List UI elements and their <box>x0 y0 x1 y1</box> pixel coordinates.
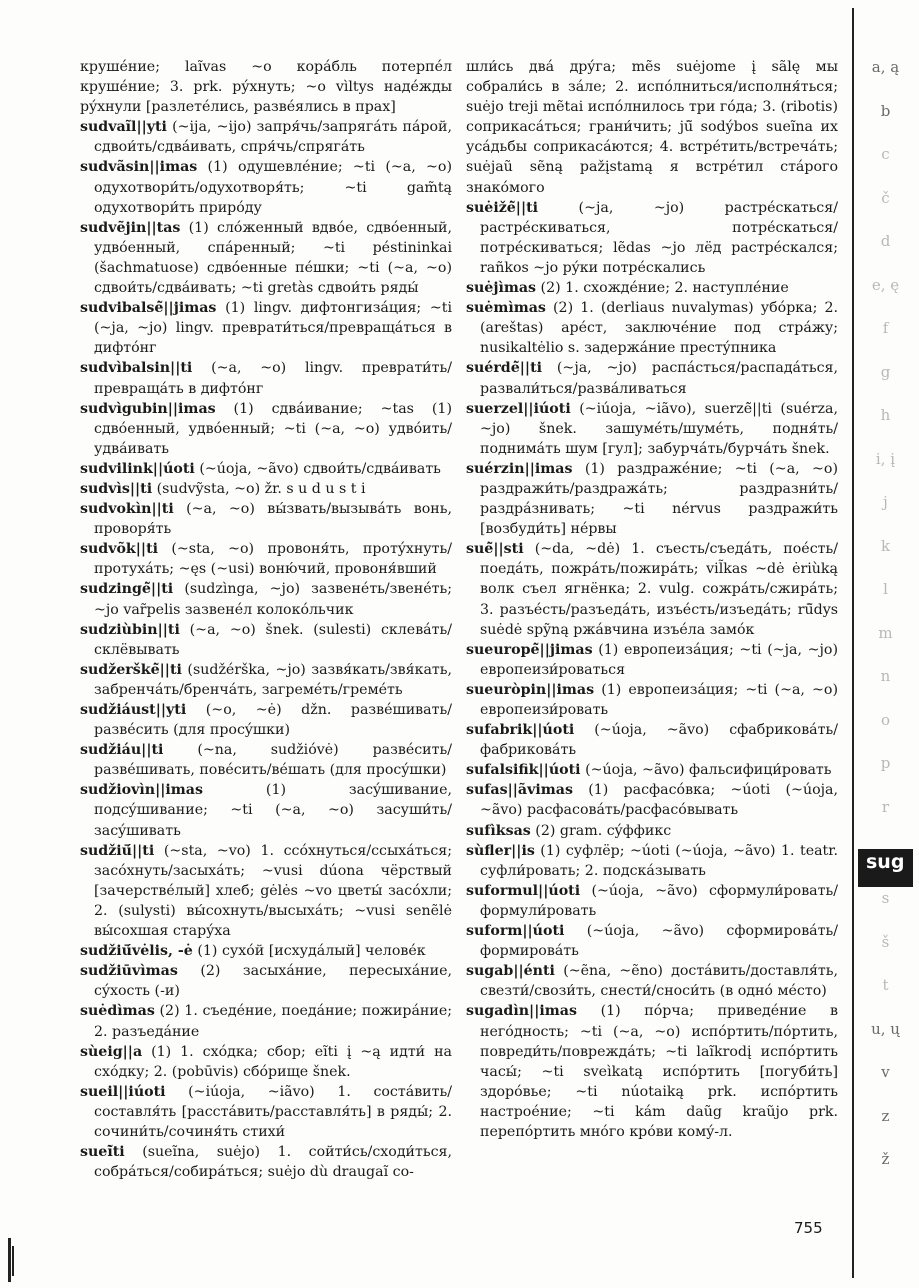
entry-text: (sudžérška, ~jo) зазвя́кать/звя́кать, забренчáть/бренчáть, загремéть/гремéть <box>94 661 452 698</box>
headword: sudžerškė̃||ti <box>80 661 182 678</box>
headword: sudvãsin||imas <box>80 159 198 176</box>
entry-text: (~úoja, ~ãvo) сдвои́ть/сдвáивать <box>194 460 441 477</box>
thumb-index-letter: o <box>880 710 891 729</box>
dictionary-entry <box>466 780 838 820</box>
entry-text: (2) засыхáние, пересыхáние, сýхость (-и) <box>94 963 452 1000</box>
headword: suėdìmas <box>80 1003 155 1020</box>
entry-text: (sueĩna, suėjo) 1. сойти́сь/сходи́ться, собрáться/собирáться; suėjo dù draugaĩ со- <box>94 1144 452 1181</box>
headword: sufalsifik||úoti <box>466 762 581 779</box>
headword: suėižė̃||ti <box>466 199 539 216</box>
dictionary-entry <box>466 399 838 459</box>
entry-text: (1) lingv. дифтонгизáция; ~ti (~ja, ~jo) lingv. преврати́ться/превращáться в дифтóнг <box>94 300 452 357</box>
entry-text: (~o, ~ė) džn. развéшивать/развéсить (для просýшки) <box>94 702 452 739</box>
headword: sugab||énti <box>466 963 555 980</box>
thumb-index-letter: t <box>882 976 889 994</box>
dictionary-entry <box>80 499 452 539</box>
entry-text: (1) суфлёр; ~úoti (~úoja, ~ãvo) 1. teatr. суфли́ровать; 2. подскáзывать <box>480 842 838 879</box>
dictionary-entry <box>466 881 838 921</box>
headword: sudvokìn||ti <box>80 501 174 518</box>
dictionary-entry <box>466 961 838 1001</box>
entry-text: (1) сухóй [исхудáлый] человéк <box>192 943 426 960</box>
dictionary-entry <box>80 399 452 459</box>
dictionary-entry <box>80 358 452 398</box>
dictionary-entry <box>80 157 452 217</box>
headword: sudvõk||ti <box>80 541 159 558</box>
thumb-index-letter: u, ų <box>871 1019 900 1038</box>
headword: sueuròpin||imas <box>466 681 595 698</box>
thumb-index-letter: s <box>881 889 890 907</box>
dictionary-entry <box>466 298 838 358</box>
dictionary-entry <box>80 841 452 941</box>
dictionary-entry <box>80 620 452 660</box>
entry-text: (~úoja, ~ãvo) сфабриковáть/фабриковáть <box>480 722 838 759</box>
dictionary-entry <box>466 760 838 780</box>
headword: suform||úoti <box>466 923 565 940</box>
entry-text: (~iúoja, ~iãvo) 1. состáвить/составля́ть [расстáвить/расставля́ть] в ряды́; 2. сочини́ть/сочиня́ть стихи́ <box>94 1083 452 1140</box>
headword: sudzingė̃||ti <box>80 581 174 598</box>
dictionary-entry <box>466 198 838 278</box>
headword: sùfler||is <box>466 842 535 859</box>
entry-text: (1) расфасóвка; ~úoti (~úoja, ~ãvo) расфасовáть/расфасóвывать <box>480 782 838 819</box>
headword: suérzin||imas <box>466 460 573 477</box>
entry-text: (1) слóженный вдвóе, сдвóенный, удвóенный, спáренный; ~ti péstininkai (šachmatuose) сдвóенные пéшки; ~ti (~a, ~o) сдвои́ть/сдвáивать; ~ti gretàs сдвои́ть ряды́ <box>94 219 452 297</box>
headword: sudvibalsė̃||jimas <box>80 300 217 317</box>
entry-text: (~da, ~dė) 1. съесть/съедáть, поéсть/поедáть, пожрáть/пожирáть; vil̃kas ~dė ėriùką волк съел ягнёнка; 2. vulg. сожрáть/сжирáть; 3. разъéсть/разъедáть, изъéсть/изъедáть; rū̃dys suėdė spỹną ржáвчина изъéла замóк <box>480 541 838 638</box>
dictionary-entry <box>80 1042 452 1082</box>
entry-text: (~ja, ~jo) растрéскаться/растрéскиваться, потрéскаться/потрéскиваться; lẽdas ~jo лёд растрéскался; rañkos ~jo рýки потрéскались <box>480 199 838 276</box>
headword: suėjìmas <box>466 280 537 297</box>
dictionary-entry <box>466 358 838 398</box>
dictionary-entry <box>466 720 838 760</box>
thumb-index-letter: p <box>880 754 891 772</box>
headword: sueuropė̃||jimas <box>466 641 593 658</box>
entry-text: (1) европеизáция; ~ti (~ja, ~jo) европеизи́роваться <box>480 641 838 678</box>
dictionary-entry <box>80 740 452 780</box>
headword: suei̇̃ti <box>80 1144 125 1161</box>
entry-text: (2) gram. сýффикс <box>530 822 672 839</box>
headword: sudvìs||ti <box>80 480 153 497</box>
entry-text: (~a, ~o) вы́звать/вызывáть вонь, проворя́ть <box>94 501 452 538</box>
headword: sufabrik||úoti <box>466 722 575 739</box>
page-number: 755 <box>794 1219 823 1237</box>
entry-text: (~ja, ~jo) распáсться/распадáться, развали́ться/развáливаться <box>480 360 838 397</box>
right-column <box>466 57 838 1142</box>
dictionary-entry <box>80 1142 452 1182</box>
thumb-index-letter: z <box>881 1106 890 1125</box>
headword: sudvìgubin||imas <box>80 400 216 417</box>
dictionary-entry <box>466 640 838 680</box>
entry-text: (1) пóрча; приведéние в негóдность; ~ti (~a, ~o) испóртить/пóртить, повреди́ть/повреждáть; ~ti laĩkrodį испóртить часы́; ~ti sveìkatą испóртить [погуби́ть] здорóвье; ~ti núotaiką prk. испóртить настроéние; ~ti kám daũg kraũjo prk. перепóртить мнóго крóви комý-л. <box>480 1003 838 1140</box>
entry-text: (~úoja, ~ãvo) сформировáть/формировáть <box>480 923 838 960</box>
thumb-index-letter: g <box>880 362 891 381</box>
headword: sueil||iúoti <box>80 1083 166 1100</box>
thumb-index-letter: d <box>880 232 891 250</box>
entry-text: крушéние; laĩvas ~o корáбль потерпéл крушéние; 3. prk. рýхнуть; ~o vìltys надéжды рýхнули [разлетéлись, развéялись в прах] <box>80 59 452 116</box>
dictionary-entry <box>80 780 452 840</box>
dictionary-entry <box>80 1001 452 1041</box>
entry-continuation <box>466 57 838 198</box>
dictionary-entry <box>80 579 452 619</box>
dictionary-entry <box>80 479 452 499</box>
entry-text: (~iúoja, ~iãvo), suerzė̃||ti (suérza, ~jo) šnek. зашумéть/шумéть, подня́ть/поднимáть шум [гул]; забурчáть/бурчáть šnek. <box>480 400 838 457</box>
dictionary-entry <box>466 278 838 298</box>
thumb-index-letter: e, ę <box>871 275 900 294</box>
entry-text: (sudvỹsta, ~o) žr. s u d u s t i <box>152 480 366 497</box>
entry-text: (2) 1. схождéние; 2. наступлéние <box>536 280 789 297</box>
thumb-index-letter: a, ą <box>871 58 900 76</box>
headword: sudvẽjin||tas <box>80 219 181 236</box>
entry-text: (1) раздражéние; ~ti (~a, ~o) раздражи́ть/раздражáть; раздразни́ть/раздрáзнивать; ~ti nérvus раздражи́ть [возбуди́ть] нéрвы <box>480 460 838 538</box>
thumb-index-letter: h <box>880 406 891 424</box>
entry-text: (~a, ~o) lingv. преврати́ть/превращáть в дифтóнг <box>94 360 452 397</box>
entry-text: (sudzìnga, ~jo) зазвенéть/звенéть; ~jo var̃pelis зазвенéл колокóльчик <box>94 581 452 618</box>
headword: sudvìbalsin||ti <box>80 360 193 377</box>
scan-artifact <box>12 1246 14 1276</box>
entry-text: (1) сдвáивание; ~tas (1) сдвóенный, удвóенный; ~ti (~a, ~o) удвóить/удвáивать <box>94 400 452 457</box>
headword: suė̃||sti <box>466 541 524 558</box>
thumb-index-letter: k <box>880 536 891 555</box>
dictionary-entry <box>466 680 838 720</box>
headword: sudžiū́vėlis, -ė <box>80 943 193 960</box>
headword: suérdė̃||ti <box>466 360 543 377</box>
dictionary-entry <box>80 1082 452 1142</box>
entry-text: (1) 1. схóдка; сбор; eĩti į ~ą идти́ на схóдку; 2. (pobūvis) сбóрище šnek. <box>94 1043 452 1080</box>
thumb-index-letter: f <box>882 319 889 337</box>
entry-text: (~ija, ~ijo) запря́чь/запрягáть пáрой, сдвои́ть/сдвáивать, спря́чь/спрягáть <box>94 119 452 156</box>
thumb-index-letter: c <box>881 145 890 163</box>
entry-text: (1) засýшивание, подсýшивание; ~ti (~a, ~o) засуши́ть/засýшивать <box>94 782 452 839</box>
headword: sùeig||a <box>80 1043 143 1060</box>
dictionary-entry <box>466 1001 838 1142</box>
thumb-index-active-tab: sug <box>858 849 913 887</box>
thumb-index-letter: b <box>880 101 891 120</box>
entry-text: (1) одушевлéние; ~ti (~a, ~o) одухотвори́ть/одухотворя́ть; ~ti gam̃tą одухотвори́ть прирóду <box>94 159 452 216</box>
dictionary-entry <box>80 298 452 358</box>
dictionary-entry <box>466 921 838 961</box>
left-column <box>80 57 452 1182</box>
entry-text: (2) 1. съедéние, поедáние; пожирáние; 2. разъедáние <box>94 1003 452 1040</box>
headword: sudžiáu||ti <box>80 742 164 759</box>
entry-text: (~sta, ~o) провоня́ть, протýхнуть/протухáть; ~ęs (~usi) воню́чий, провоня́вший <box>94 541 452 578</box>
entry-text: (1) европеизáция; ~ti (~a, ~o) европеизи́ровать <box>480 681 838 718</box>
headword: sudvilink||úoti <box>80 460 195 477</box>
thumb-index-letter: č <box>881 188 890 207</box>
dictionary-entry <box>80 961 452 1001</box>
dictionary-entry <box>80 539 452 579</box>
dictionary-entry <box>466 539 838 639</box>
thumb-index-letter: v <box>881 1063 890 1081</box>
entry-text: (~ẽna, ~ẽno) достáвить/доставля́ть, свезти́/свози́ть, снести́/сноси́ть (в однó мéсто) <box>480 963 838 1000</box>
dictionary-entry <box>80 700 452 740</box>
headword: suerzel||iúoti <box>466 400 571 417</box>
thumb-index-letter: r <box>881 797 890 816</box>
headword: sufìksas <box>466 822 531 839</box>
dictionary-entry <box>80 941 452 961</box>
thumb-index-letter: š <box>881 932 890 951</box>
entry-continuation <box>80 57 452 117</box>
headword: suformul||úoti <box>466 882 581 899</box>
entry-text: (~na, sudžióvė) развéсить/развéшивать, повéсить/вéшать (для просýшки) <box>94 742 452 779</box>
dictionary-entry <box>80 218 452 298</box>
dictionary-entry <box>466 821 838 841</box>
headword: sufas||ãvimas <box>466 782 573 799</box>
headword: sudžiūvìmas <box>80 963 178 980</box>
scan-artifact <box>8 1238 11 1282</box>
entry-text: (~sta, ~vo) 1. ссóхнуться/ссыхáться; засóхнуть/засыхáть; ~vusi dúona чёрствый [зачерствéлый] хлеб; gėlės ~vo цветы́ засóхли; 2. (sulysti) вы́сохнуть/высыхáть; ~vusi senẽlė вы́сохшая старýха <box>94 842 452 940</box>
dictionary-entry <box>466 459 838 539</box>
entry-text: шли́сь двá дрýга; mẽs suėjome į sãlę мы собрали́сь в зáле; 2. испóлниться/исполня́ться; suėjo treji mẽtai испóлнилось три гóда; 3. (ribotis) соприкасáться; грани́чить; jū̃ sodýbos sueĩna их усáдьбы соприкасáются; 4. встрéтить/встречáть; suėjaũ sẽną pažįstamą я встрéтил стáрого знакóмого <box>466 59 838 196</box>
entry-text: (~a, ~o) šnek. (sulesti) склевáть/склёвывать <box>94 621 452 658</box>
thumb-index-letter: i, į <box>875 449 896 468</box>
thumb-index-rule <box>852 8 854 1278</box>
thumb-index-letter: ž <box>881 1150 890 1168</box>
headword: sudžiáust||yti <box>80 702 187 718</box>
headword: suėmìmas <box>466 300 546 317</box>
entry-text: (~úoja, ~ãvo) сформули́ровать/формули́ровать <box>480 882 838 919</box>
thumb-index-letter: n <box>880 667 891 685</box>
headword: sudžiovìn||imas <box>80 782 203 799</box>
dictionary-entry <box>80 459 452 479</box>
headword: sudžiū́||ti <box>80 842 155 859</box>
dictionary-entry <box>80 117 452 157</box>
thumb-index-letter: l <box>883 580 888 598</box>
entry-text: (2) 1. (derliaus nuvalymas) убóрка; 2. (areštas) арéст, заключéние под стрáжу; nusikaltėlio s. задержáние престýпника <box>480 300 838 357</box>
dictionary-entry <box>466 841 838 881</box>
thumb-index-letter: j <box>883 493 888 511</box>
headword: sugadìn||imas <box>466 1003 577 1020</box>
headword: sudvaĩl||yti <box>80 119 167 136</box>
dictionary-entry <box>80 660 452 700</box>
thumb-index-letter: m <box>878 623 893 642</box>
entry-text: (~úoja, ~ãvo) фальсифици́ровать <box>580 762 832 779</box>
headword: sudziùbin||ti <box>80 621 180 638</box>
